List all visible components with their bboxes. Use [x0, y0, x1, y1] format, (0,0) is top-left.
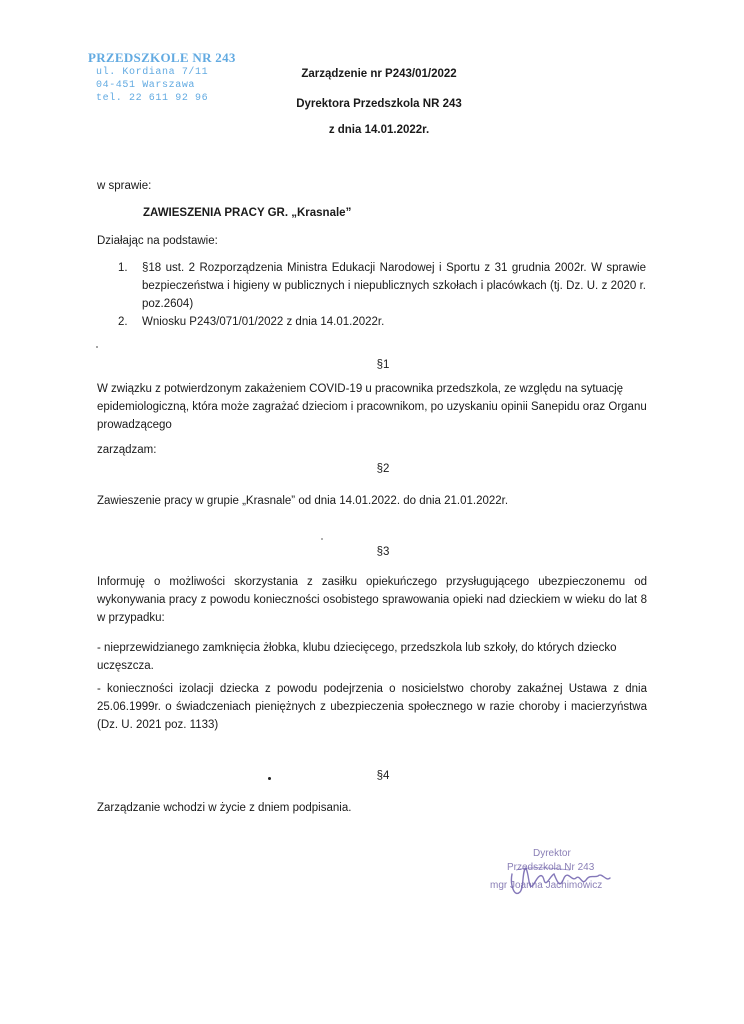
section-4-text: Zarządzanie wchodzi w życie z dniem podpisania. — [97, 802, 352, 814]
document-issuer: Dyrektora Przedszkola NR 243 — [296, 98, 462, 110]
stamp-name: PRZEDSZKOLE NR 243 — [88, 50, 236, 65]
section-2-text: Zawieszenie pracy w grupie „Krasnale” od dnia 14.01.2022. do dnia 21.01.2022r. — [97, 495, 509, 507]
signature-name: mgr Joanna Jachimowicz — [490, 880, 603, 891]
regarding-label: w sprawie: — [97, 180, 152, 192]
scan-speck — [96, 346, 98, 348]
handwritten-signature — [490, 848, 640, 908]
list-item-text: Wniosku P243/071/01/2022 z dnia 14.01.2022r. — [142, 316, 385, 328]
list-item — [118, 259, 646, 313]
list-item-number: 1. — [118, 262, 128, 274]
list-item-number: 2. — [118, 316, 128, 328]
section-1-text: W związku z potwierdzonym zakażeniem COVID-19 u pracownika przedszkola, ze względu na sytuację epidemiologiczną, która może zagrażać dzieciom i pracownikom, po uzyskaniu opinii Sanepidu oraz Organu prowadzącego — [97, 383, 647, 431]
list-item — [118, 313, 646, 331]
legal-basis-list — [118, 259, 646, 331]
document-date: z dnia 14.01.2022r. — [328, 124, 430, 136]
scan-speck — [321, 538, 323, 540]
section-1-decision: zarządzam: — [97, 444, 157, 456]
section-3-text: Informuję o możliwości skorzystania z zasiłku opiekuńczego przysługującego ubezpieczonemu od wykonywania pracy z powodu konieczności osobistego sprawowania opieki nad dzieckiem w wieku do lat 8 w przypadku: — [97, 576, 647, 624]
stamp-city: 04-451 Warszawa — [96, 80, 196, 91]
section-1-title: §1 — [376, 359, 390, 371]
section-4-title: §4 — [376, 770, 390, 782]
stamp-phone: tel. 22 611 92 96 — [96, 93, 209, 104]
document-title: Zarządzenie nr P243/01/2022 — [301, 68, 457, 80]
list-item-text: §18 ust. 2 Rozporządzenia Ministra Edukacji Narodowej i Sportu z 31 grudnia 2002r. W sprawie bezpieczeństwa i higieny w publicznych i niepublicznych szkołach i placówkach (tj. Dz. U. z 2020 r. poz.2604) — [142, 262, 646, 310]
document-subject: ZAWIESZENIA PRACY GR. „Krasnale” — [143, 207, 352, 219]
director-signature-stamp — [490, 848, 640, 908]
section-3-title: §3 — [376, 546, 390, 558]
section-3-case-2: - konieczności izolacji dziecka z powodu podejrzenia o nosicielstwo choroby zakaźnej Ustawa z dnia 25.06.1999r. o świadczeniach pieniężnych z ubezpieczenia społecznego w razie choroby i macierzyństwa (Dz. U. 2021 poz. 1133) — [97, 683, 647, 731]
stamp-street: ul. Kordiana 7/11 — [96, 67, 209, 78]
legal-basis-intro: Działając na podstawie: — [97, 235, 218, 247]
signature-institution: Przedszkola Nr 243 — [507, 862, 595, 873]
section-3-case-1: - nieprzewidzianego zamknięcia żłobka, klubu dziecięcego, przedszkola lub szkoły, do których dziecko uczęszcza. — [97, 642, 617, 672]
signature-role: Dyrektor — [533, 848, 571, 859]
section-2-title: §2 — [376, 463, 390, 475]
